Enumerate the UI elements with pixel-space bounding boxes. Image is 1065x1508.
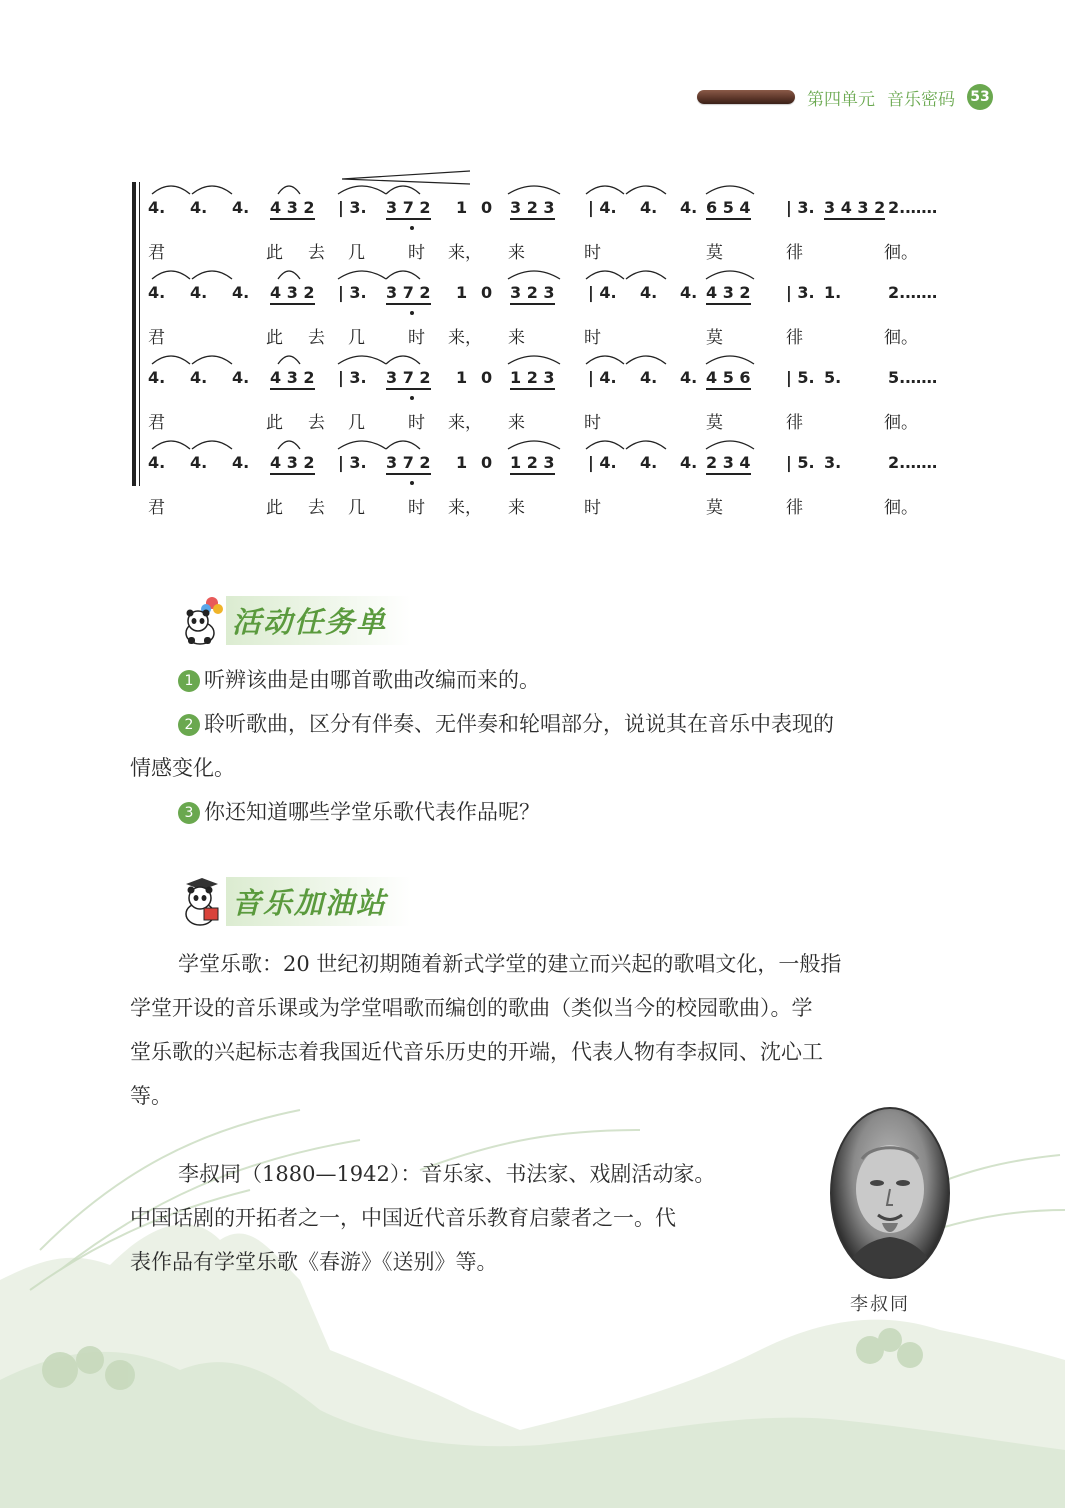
station-title: 音乐加油站 <box>226 877 411 926</box>
lyric-syllable: 徊。 <box>884 498 918 518</box>
note-token: 4 3 2 <box>270 283 315 305</box>
item-number-badge: 1 <box>178 670 200 692</box>
note-token: 0 <box>481 283 493 302</box>
item-number-badge: 3 <box>178 802 200 824</box>
low-octave-dot <box>410 481 414 485</box>
paragraph-line: 中国话剧的开拓者之一，中国近代音乐教育启蒙者之一。代 <box>130 1206 676 1230</box>
lyric-syllable: 去 <box>308 413 325 433</box>
lyric-syllable: 时 <box>584 413 601 433</box>
lyric-syllable: 去 <box>308 328 325 348</box>
note-token: 0 <box>481 368 493 387</box>
lyric-syllable: 徊。 <box>884 328 918 348</box>
activity-item-text: 听辨该曲是由哪首歌曲改编而来的。 <box>204 668 540 692</box>
music-score <box>130 170 960 530</box>
note-token: 3 2 3 <box>510 283 555 305</box>
lyric-syllable: 此 <box>266 243 283 263</box>
lyric-syllable: 君 <box>148 413 165 433</box>
activity-item-1 <box>130 658 946 702</box>
lyric-syllable: 几 <box>348 243 365 263</box>
unit-label: 第四单元 <box>807 89 875 110</box>
lyric-syllable: 徊。 <box>884 243 918 263</box>
note-token: 6 5 4 <box>706 198 751 220</box>
note-token: 1 <box>456 368 468 387</box>
lyric-syllable: 徘 <box>786 328 803 348</box>
note-token: 1 2 3 <box>510 453 555 475</box>
lyric-syllable: 去 <box>308 498 325 518</box>
paragraph-line: 堂乐歌的兴起标志着我国近代音乐历史的开端，代表人物有李叔同、沈心工 <box>130 1040 823 1064</box>
note-token: 4. <box>232 198 250 217</box>
note-token: | 3. <box>786 198 815 217</box>
note-token: | 3. <box>786 283 815 302</box>
note-token: 2 3 4 <box>706 453 751 475</box>
note-token: | 4. <box>588 283 617 302</box>
lyric-line <box>148 408 960 432</box>
note-token: 4. <box>190 283 208 302</box>
jianpu-notes <box>148 198 960 224</box>
note-token: 3. <box>824 453 842 472</box>
note-token: 5. <box>824 368 842 387</box>
lyric-syllable: 来 <box>508 498 525 518</box>
low-octave-dot <box>410 396 414 400</box>
note-token: 3 7 2 <box>386 368 431 390</box>
note-token: 5.…… <box>888 368 938 387</box>
note-token: 3 7 2 <box>386 283 431 305</box>
lyric-syllable: 几 <box>348 498 365 518</box>
note-token: 4. <box>640 283 658 302</box>
note-token: 4. <box>148 198 166 217</box>
lyric-syllable: 徘 <box>786 413 803 433</box>
activity-item-2-continued: 情感变化。 <box>130 756 235 780</box>
note-token: 4. <box>640 198 658 217</box>
page-number: 53 <box>967 84 993 110</box>
jianpu-notes <box>148 368 960 394</box>
xuetang-yuege-paragraph <box>130 942 946 1118</box>
lyric-syllable: 莫 <box>706 413 723 433</box>
lyric-syllable: 时 <box>584 498 601 518</box>
lyric-syllable: 时 <box>408 243 425 263</box>
lyric-syllable: 时 <box>408 498 425 518</box>
lyric-syllable: 徘 <box>786 498 803 518</box>
paragraph-line: 表作品有学堂乐歌《春游》《送别》等。 <box>130 1250 498 1274</box>
score-system <box>130 176 960 263</box>
note-token: 3 7 2 <box>386 453 431 475</box>
note-token: 0 <box>481 198 493 217</box>
note-token: 4. <box>148 283 166 302</box>
lyric-syllable: 来 <box>508 413 525 433</box>
note-token: 2.…… <box>888 283 938 302</box>
note-token: | 4. <box>588 198 617 217</box>
li-shutong-paragraph <box>130 1152 770 1284</box>
lyric-syllable: 时 <box>408 413 425 433</box>
lyric-syllable: 徊。 <box>884 413 918 433</box>
station-header <box>178 876 411 926</box>
note-token: | 3. <box>338 198 367 217</box>
note-token: 4. <box>680 368 698 387</box>
note-token: 4. <box>640 453 658 472</box>
lyric-syllable: 来 <box>508 328 525 348</box>
note-token: 2.…… <box>888 198 938 217</box>
note-token: 0 <box>481 453 493 472</box>
note-token: 4. <box>232 453 250 472</box>
lyric-syllable: 时 <box>584 243 601 263</box>
note-token: 1 <box>456 453 468 472</box>
note-token: 4 3 2 <box>270 453 315 475</box>
page-header <box>697 82 993 112</box>
lyric-syllable: 此 <box>266 413 283 433</box>
lyric-syllable: 几 <box>348 413 365 433</box>
lyric-syllable: 君 <box>148 328 165 348</box>
lyric-syllable: 几 <box>348 328 365 348</box>
score-system <box>130 346 960 433</box>
lyric-syllable: 来， <box>448 413 482 433</box>
note-token: | 4. <box>588 453 617 472</box>
note-token: | 5. <box>786 368 815 387</box>
paragraph-line: 学堂开设的音乐课或为学堂唱歌而编创的歌曲（类似当今的校园歌曲）。学 <box>130 996 813 1020</box>
lyric-line <box>148 238 960 262</box>
lyric-line <box>148 323 960 347</box>
note-token: 4. <box>680 283 698 302</box>
note-token: 2.…… <box>888 453 938 472</box>
note-token: 4. <box>148 368 166 387</box>
activity-list <box>130 658 946 834</box>
lyric-syllable: 莫 <box>706 498 723 518</box>
lyric-syllable: 徘 <box>786 243 803 263</box>
lyric-syllable: 来， <box>448 498 482 518</box>
note-token: 3 2 3 <box>510 198 555 220</box>
lyric-syllable: 君 <box>148 243 165 263</box>
note-token: 4 5 6 <box>706 368 751 390</box>
note-token: 4 3 2 <box>270 198 315 220</box>
flute-icon <box>697 90 795 104</box>
note-token: 4. <box>640 368 658 387</box>
score-system <box>130 261 960 348</box>
item-number-badge: 2 <box>178 714 200 736</box>
note-token: 1 <box>456 283 468 302</box>
paragraph-line: 等。 <box>130 1084 172 1108</box>
paragraph-line: 学堂乐歌：20 世纪初期随着新式学堂的建立而兴起的歌唱文化，一般指 <box>178 952 842 976</box>
lyric-syllable: 莫 <box>706 328 723 348</box>
lyric-line <box>148 493 960 517</box>
note-token: 4. <box>680 453 698 472</box>
lyric-syllable: 君 <box>148 498 165 518</box>
jianpu-notes <box>148 283 960 309</box>
note-token: 4. <box>680 198 698 217</box>
note-token: 4. <box>232 368 250 387</box>
note-token: 4 3 2 <box>706 283 751 305</box>
note-token: | 5. <box>786 453 815 472</box>
note-token: 1 2 3 <box>510 368 555 390</box>
activity-header <box>178 595 411 645</box>
panda-graduate-icon <box>178 876 226 926</box>
portrait-caption: 李叔同 <box>850 1294 910 1315</box>
activity-item-2 <box>130 702 946 746</box>
unit-title: 音乐密码 <box>887 89 955 110</box>
activity-item-text: 聆听歌曲，区分有伴奏、无伴奏和轮唱部分，说说其在音乐中表现的 <box>204 712 834 736</box>
panda-balloon-icon <box>178 595 226 645</box>
lyric-syllable: 时 <box>408 328 425 348</box>
score-system <box>130 431 960 518</box>
note-token: 1 <box>456 198 468 217</box>
note-token: 3 4 3 2 <box>824 198 885 220</box>
lyric-syllable: 去 <box>308 243 325 263</box>
note-token: | 3. <box>338 283 367 302</box>
note-token: | 3. <box>338 368 367 387</box>
lyric-syllable: 来， <box>448 243 482 263</box>
paragraph-line: 李叔同（1880—1942）：音乐家、书法家、戏剧活动家。 <box>178 1162 716 1186</box>
lyric-syllable: 此 <box>266 498 283 518</box>
activity-title: 活动任务单 <box>226 596 411 645</box>
lyric-syllable: 莫 <box>706 243 723 263</box>
note-token: 4. <box>232 283 250 302</box>
activity-item-text: 你还知道哪些学堂乐歌代表作品呢？ <box>204 800 540 824</box>
note-token: | 4. <box>588 368 617 387</box>
jianpu-notes <box>148 453 960 479</box>
note-token: 4 3 2 <box>270 368 315 390</box>
lyric-syllable: 此 <box>266 328 283 348</box>
note-token: | 3. <box>338 453 367 472</box>
note-token: 4. <box>190 368 208 387</box>
note-token: 4. <box>190 453 208 472</box>
note-token: 3 7 2 <box>386 198 431 220</box>
lyric-syllable: 来， <box>448 328 482 348</box>
lyric-syllable: 来 <box>508 243 525 263</box>
li-shutong-portrait <box>830 1107 950 1279</box>
activity-item-3 <box>130 790 946 834</box>
note-token: 4. <box>148 453 166 472</box>
low-octave-dot <box>410 226 414 230</box>
note-token: 1. <box>824 283 842 302</box>
lyric-syllable: 时 <box>584 328 601 348</box>
low-octave-dot <box>410 311 414 315</box>
note-token: 4. <box>190 198 208 217</box>
